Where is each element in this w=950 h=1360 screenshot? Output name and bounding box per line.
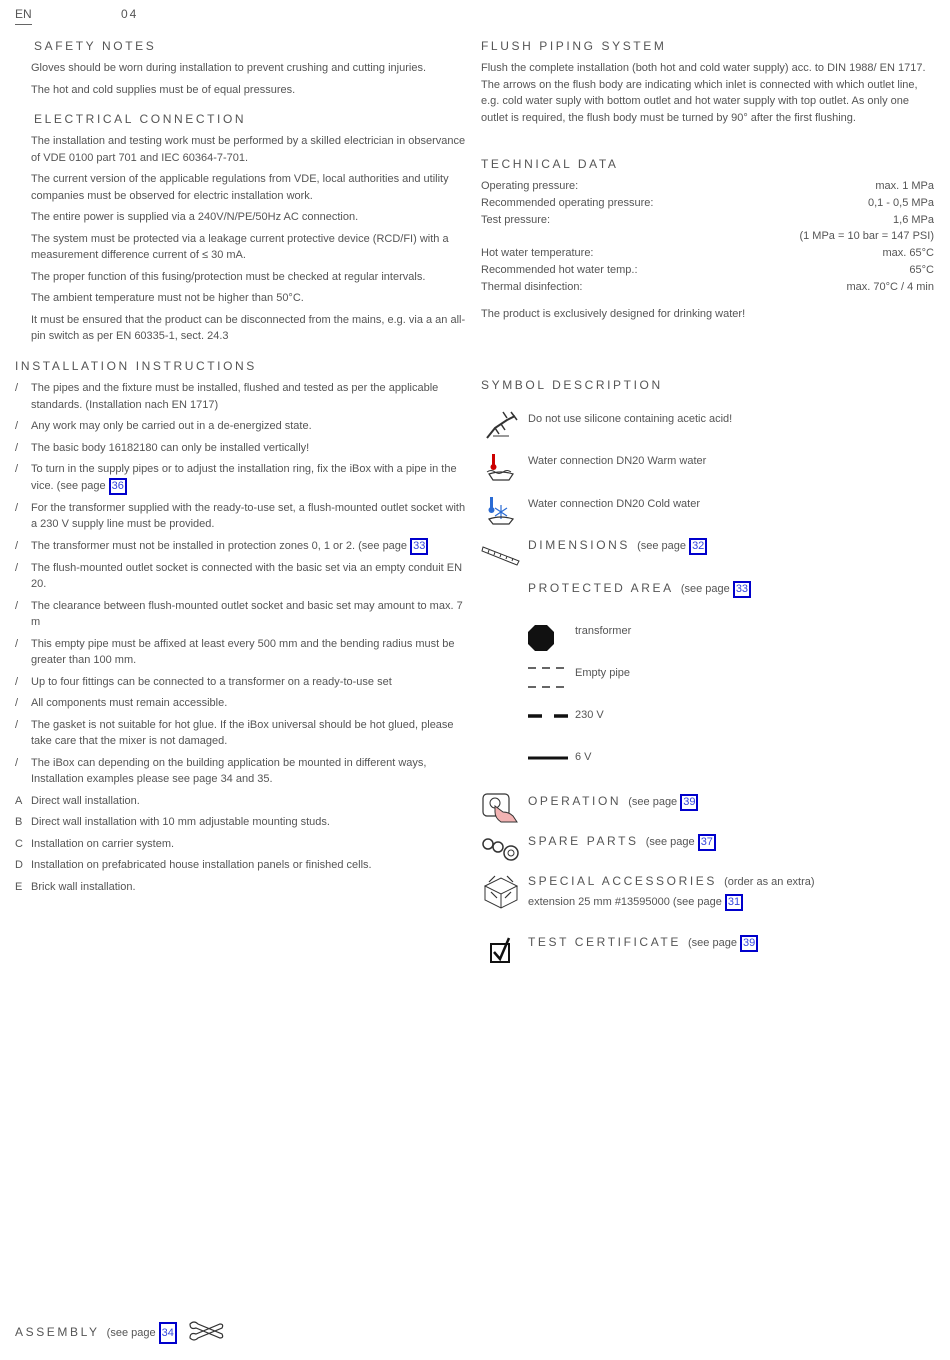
technical-data-row <box>481 178 934 195</box>
empty-pipe-dashed-icon <box>528 664 570 690</box>
option-letter: B <box>15 816 23 828</box>
warm-water-icon <box>481 450 521 484</box>
technical-data-value: max. 65°C <box>882 247 934 260</box>
electrical-connection-section <box>15 111 470 350</box>
technical-data-value: max. 70°C / 4 min <box>846 280 934 293</box>
cold-water-text: Water connection DN20 Cold water <box>528 498 701 510</box>
instruction-text <box>31 500 470 533</box>
language-code: EN <box>15 6 32 25</box>
operation-see-page: (see page <box>628 796 681 808</box>
instruction-text <box>31 695 470 712</box>
technical-data-title: TECHNICAL DATA <box>481 157 619 171</box>
instruction-item <box>15 598 470 631</box>
instruction-marker: / <box>15 599 19 612</box>
instruction-item <box>15 440 470 457</box>
special-accessories-entry <box>528 873 815 891</box>
see-page-link[interactable]: 33 <box>410 538 428 555</box>
instruction-marker: / <box>15 697 19 709</box>
instruction-text <box>31 717 470 750</box>
dimensions-label: DIMENSIONS <box>528 538 631 552</box>
instruction-item <box>15 636 470 669</box>
technical-data-pressure-table <box>481 178 934 245</box>
legend-230v: 230 V <box>575 709 604 721</box>
extension-entry <box>528 894 743 911</box>
electrical-note: It must be ensured that the product can be disconnected from the mains, e.g. via a an all-pin switch as per EN 60335-1, sect. 24.3 <box>31 313 466 342</box>
technical-data-label: Test pressure: <box>481 213 551 226</box>
technical-data-label: Hot water temperature: <box>481 247 594 260</box>
instruction-text <box>31 418 470 435</box>
flush-piping-title: FLUSH PIPING SYSTEM <box>481 39 667 53</box>
instruction-marker: / <box>15 501 19 514</box>
technical-data-value: 65°C <box>909 263 934 276</box>
safety-notes-section <box>15 38 470 103</box>
electrical-note: The ambient temperature must not be higher than 50°C. <box>31 292 304 304</box>
transformer-octagon-icon <box>527 624 555 652</box>
instruction-text-body: The flush-mounted outlet socket is connected with the basic set via an empty conduit EN 20. <box>31 561 463 590</box>
instruction-text-body: Any work may only be carried out in a de-energized state. <box>31 420 312 432</box>
instruction-text-body: The iBox can depending on the building application be mounted in different ways, Installation examples please see page 34 and 35. <box>31 756 427 785</box>
installation-option <box>15 857 470 874</box>
special-accessories-note: (order as an extra) <box>724 876 815 888</box>
instruction-marker: / <box>15 718 19 731</box>
safety-note: The hot and cold supplies must be of equal pressures. <box>31 83 296 96</box>
instruction-marker: / <box>15 675 19 688</box>
electrical-connection-title: ELECTRICAL CONNECTION <box>34 112 247 126</box>
electrical-note: The entire power is supplied via a 240V/N/PE/50Hz AC connection. <box>31 211 359 223</box>
assembly-label: ASSEMBLY <box>15 1325 100 1339</box>
electrical-note: The proper function of this fusing/protection must be checked at regular intervals. <box>31 270 426 283</box>
spare-parts-see-page: (see page <box>645 836 698 848</box>
option-text: Installation on carrier system. <box>31 837 175 850</box>
option-letter: E <box>15 880 23 893</box>
extension-text: extension 25 mm #13595000 (see page <box>528 896 725 908</box>
instruction-text <box>31 636 470 669</box>
technical-data-value: max. 1 MPa <box>875 180 934 192</box>
instruction-text-body: For the transformer supplied with the ready-to-use set, a flush-mounted outlet socket with a 230 V supply line must be provided. <box>31 501 466 530</box>
instruction-item <box>15 695 470 712</box>
instruction-item <box>15 418 470 435</box>
dimensions-entry <box>528 537 707 555</box>
instruction-text-body: The pipes and the fixture must be installed, flushed and tested as per the applicable standards. (Installation nach EN 1717) <box>31 382 439 411</box>
instruction-item <box>15 380 470 413</box>
installation-instructions-title: INSTALLATION INSTRUCTIONS <box>15 359 257 373</box>
technical-data-label: Recommended operating pressure: <box>481 196 654 209</box>
certificate-checkbox-icon <box>481 934 521 968</box>
technical-data-row <box>481 245 934 262</box>
instruction-text-body: To turn in the supply pipes or to adjust the installation ring, fix the iBox with a pipe in the vice. (see page <box>31 463 457 492</box>
instruction-text-body: This empty pipe must be affixed at least every 500 mm and the bending radius must be greater than 100 mm. <box>31 637 455 666</box>
spare-parts-label: SPARE PARTS <box>528 834 639 848</box>
instruction-marker: / <box>15 441 19 454</box>
operation-label: OPERATION <box>528 794 622 808</box>
protected-area-see-page: (see page <box>680 583 733 595</box>
installation-instructions-list <box>15 380 470 788</box>
cold-water-icon <box>481 493 521 527</box>
safety-notes-list <box>15 60 470 98</box>
protected-area-entry <box>528 580 751 598</box>
spare-parts-icon <box>481 832 521 866</box>
instruction-text-body: The basic body 16182180 can only be installed vertically! <box>31 441 310 454</box>
instruction-marker: / <box>15 382 19 394</box>
drinking-water-note: The product is exclusively designed for drinking water! <box>481 307 746 320</box>
flush-piping-text: Flush the complete installation (both hot and cold water supply) acc. to DIN 1988/ EN 1717. The arrows on the flush body are indicating which inlet is connected with which outlet line, e.g. cold water suply with bottom outlet and hot water supply with top outlet. As only one outlet is required, the flush body must be turned by 90° after the first flushing. <box>481 62 926 124</box>
instruction-item <box>15 461 470 495</box>
test-certificate-entry <box>528 934 758 952</box>
dimensions-page-link[interactable]: 32 <box>689 538 707 555</box>
installation-option <box>15 793 470 810</box>
safety-notes-title: SAFETY NOTES <box>34 39 157 53</box>
technical-data-row <box>481 195 934 212</box>
instruction-item <box>15 755 470 788</box>
instruction-text <box>31 674 470 691</box>
instruction-item <box>15 717 470 750</box>
instruction-text <box>31 538 470 555</box>
instruction-text <box>31 440 470 457</box>
6v-line-icon <box>528 754 570 762</box>
test-certificate-page-link[interactable]: 39 <box>740 935 758 952</box>
assembly-entry <box>15 1322 177 1344</box>
legend-empty-pipe: Empty pipe <box>575 667 631 679</box>
legend-6v: 6 V <box>575 751 592 763</box>
instruction-item <box>15 500 470 533</box>
instruction-marker: / <box>15 539 19 552</box>
technical-data-value: 1,6 MPa <box>893 213 934 226</box>
installation-option <box>15 879 470 896</box>
option-text: Direct wall installation with 10 mm adjustable mounting studs. <box>31 816 330 828</box>
special-accessories-label: SPECIAL ACCESSORIES <box>528 874 718 888</box>
instruction-text-body: The gasket is not suitable for hot glue. If the iBox universal should be hot glued, please take care that the mixer is not damaged. <box>31 718 454 747</box>
instruction-marker: / <box>15 756 19 769</box>
instruction-text <box>31 380 470 413</box>
installation-instructions-section <box>15 358 470 900</box>
test-certificate-see-page: (see page <box>688 937 740 949</box>
technical-data-value: (1 MPa = 10 bar = 147 PSI) <box>799 230 934 243</box>
instruction-text-body: The clearance between flush-mounted outlet socket and basic set may amount to max. 7 m <box>31 599 463 628</box>
option-text: Brick wall installation. <box>31 880 136 893</box>
instruction-text <box>31 755 470 788</box>
instruction-marker: / <box>15 637 19 650</box>
option-letter: C <box>15 837 23 850</box>
technical-data-label: Thermal disinfection: <box>481 280 583 293</box>
protected-area-page-link[interactable]: 33 <box>733 581 751 598</box>
technical-data-section <box>481 156 936 322</box>
symbol-description-title: SYMBOL DESCRIPTION <box>481 378 663 392</box>
accessories-box-icon <box>481 872 521 912</box>
operation-page-link[interactable]: 39 <box>680 794 698 811</box>
legend-transformer: transformer <box>575 625 632 637</box>
assembly-page-link[interactable]: 34 <box>159 1322 177 1344</box>
flush-piping-section <box>481 38 936 126</box>
no-silicone-text: Do not use silicone containing acetic acid! <box>528 413 733 425</box>
spare-parts-entry <box>528 833 716 851</box>
test-certificate-label: TEST CERTIFICATE <box>528 935 681 949</box>
option-text: Direct wall installation. <box>31 794 140 807</box>
operation-entry <box>528 793 698 811</box>
instruction-text <box>31 598 470 631</box>
instruction-text-body: Up to four fittings can be connected to a transformer on a ready-to-use set <box>31 675 392 688</box>
installation-options-list <box>15 793 470 896</box>
option-text: Installation on prefabricated house installation panels or finished cells. <box>31 859 372 871</box>
technical-data-temperature-table <box>481 245 934 295</box>
instruction-text <box>31 461 470 495</box>
protected-area-label: PROTECTED AREA <box>528 581 674 595</box>
warm-water-text: Water connection DN20 Warm water <box>528 455 707 467</box>
technical-data-label <box>481 228 735 245</box>
instruction-text-body: The transformer must not be installed in protection zones 0, 1 or 2. (see page <box>31 539 411 552</box>
technical-data-label: Operating pressure: <box>481 180 579 192</box>
option-letter: D <box>15 859 23 871</box>
assembly-see-page: (see page <box>106 1327 159 1339</box>
installation-option <box>15 814 470 831</box>
instruction-item <box>15 560 470 593</box>
instruction-text-body: All components must remain accessible. <box>31 697 228 709</box>
instruction-marker: / <box>15 420 19 432</box>
extension-page-link[interactable]: 31 <box>725 894 743 911</box>
safety-note: Gloves should be worn during installation to prevent crushing and cutting injuries. <box>31 62 427 74</box>
electrical-note: The installation and testing work must be performed by a skilled electrician in observance of VDE 0100 part 701 and IEC 60364-7-701. <box>31 135 466 164</box>
hand-operation-icon <box>481 790 521 824</box>
electrical-note: The current version of the applicable regulations from VDE, local authorities and utility companies must be observed for electric installation work. <box>31 173 449 202</box>
technical-data-row <box>481 228 934 245</box>
installation-option <box>15 836 470 853</box>
wrench-tools-icon <box>186 1318 226 1344</box>
230v-line-icon <box>528 712 570 720</box>
electrical-connection-list <box>15 133 470 345</box>
technical-data-row <box>481 262 934 279</box>
option-letter: A <box>15 794 23 807</box>
instruction-marker: / <box>15 561 19 574</box>
electrical-note: The system must be protected via a leakage current protective device (RCD/FI) with a measurement difference current of ≤ 30 mA. <box>31 232 449 261</box>
page-number: 04 <box>121 7 139 21</box>
technical-data-row <box>481 212 934 229</box>
ruler-icon <box>481 537 521 571</box>
no-silicone-gun-icon <box>481 408 521 442</box>
instruction-item <box>15 674 470 691</box>
technical-data-value: 0,1 - 0,5 MPa <box>867 196 934 209</box>
dimensions-see-page: (see page <box>637 540 690 552</box>
instruction-text <box>31 560 470 593</box>
instruction-item <box>15 538 470 555</box>
see-page-link[interactable]: 36 <box>109 478 127 495</box>
technical-data-label: Recommended hot water temp.: <box>481 263 638 276</box>
spare-parts-page-link[interactable]: 37 <box>698 834 716 851</box>
instruction-marker: / <box>15 463 19 475</box>
technical-data-row <box>481 279 934 296</box>
